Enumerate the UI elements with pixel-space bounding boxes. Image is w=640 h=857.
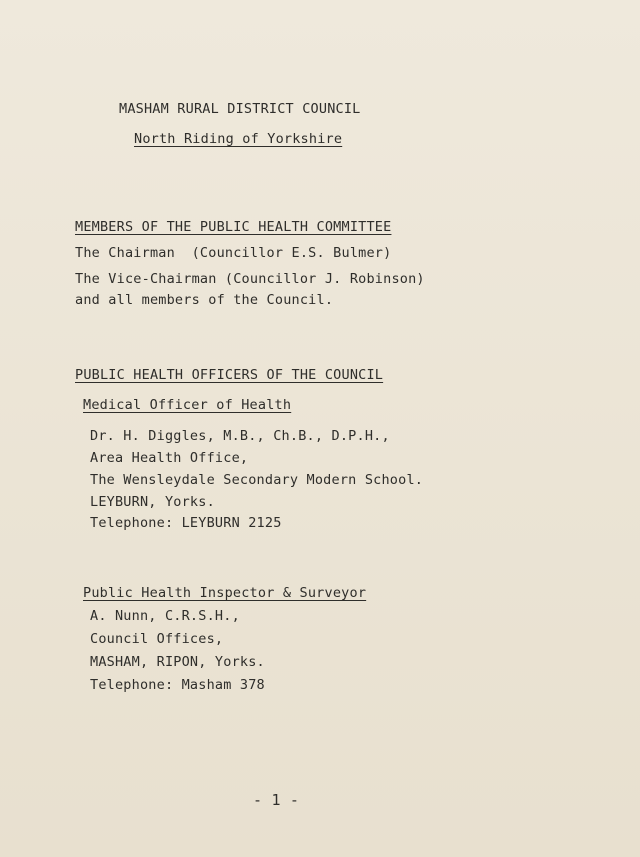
medical-officer-title: Medical Officer of Health bbox=[83, 397, 292, 413]
committee-member-line: The Chairman (Councillor E.S. Bulmer) bbox=[75, 245, 392, 261]
committee-member-line: The Vice-Chairman (Councillor J. Robinson) bbox=[75, 271, 425, 287]
inspector-line: A. Nunn, C.R.S.H., bbox=[90, 608, 240, 624]
officers-heading: PUBLIC HEALTH OFFICERS OF THE COUNCIL bbox=[75, 367, 384, 383]
inspector-title: Public Health Inspector & Surveyor bbox=[83, 585, 367, 601]
medical-officer-line: Area Health Office, bbox=[90, 450, 249, 466]
page-number: - 1 - bbox=[253, 791, 300, 809]
medical-officer-line: LEYBURN, Yorks. bbox=[90, 494, 215, 510]
inspector-line: Council Offices, bbox=[90, 631, 224, 647]
medical-officer-line: Dr. H. Diggles, M.B., Ch.B., D.P.H., bbox=[90, 428, 390, 444]
region-subtitle: North Riding of Yorkshire bbox=[134, 131, 343, 147]
committee-member-line: and all members of the Council. bbox=[75, 292, 334, 308]
council-title: MASHAM RURAL DISTRICT COUNCIL bbox=[119, 101, 361, 117]
committee-heading: MEMBERS OF THE PUBLIC HEALTH COMMITTEE bbox=[75, 219, 392, 235]
medical-officer-line: Telephone: LEYBURN 2125 bbox=[90, 515, 282, 531]
inspector-line: Telephone: Masham 378 bbox=[90, 677, 265, 693]
medical-officer-line: The Wensleydale Secondary Modern School. bbox=[90, 472, 424, 488]
inspector-line: MASHAM, RIPON, Yorks. bbox=[90, 654, 265, 670]
